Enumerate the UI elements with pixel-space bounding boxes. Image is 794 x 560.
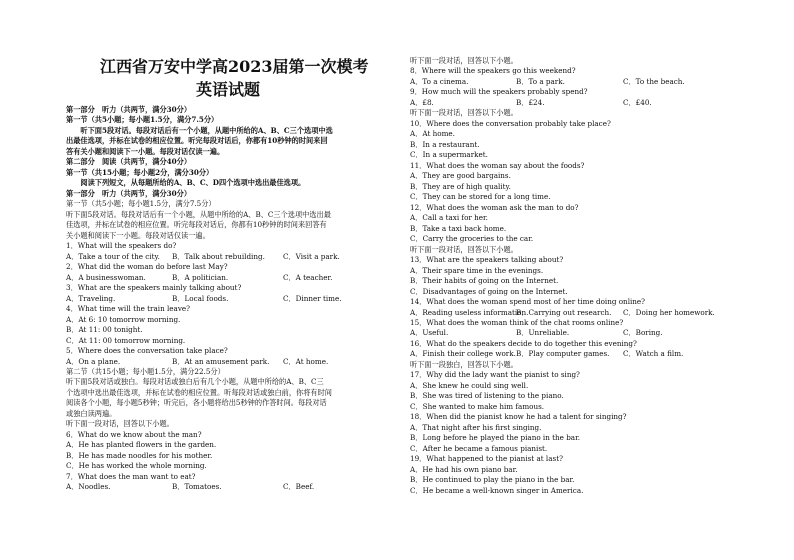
text-line: B．She was tired of listening to the piano. — [410, 391, 564, 401]
text-line: 听下面一段对话，回答以下小题。 — [410, 56, 518, 65]
text-line: A．Their spare time in the evenings. — [410, 265, 544, 275]
text-line: C．At 11: 00 tomorrow morning. — [66, 335, 186, 345]
text-line: 9．How much will the speakers probably spend? — [410, 87, 588, 97]
text-line: C．After he became a famous pianist. — [410, 443, 548, 453]
answer-option: C．To the beach. — [623, 76, 685, 86]
text-line: B．They are of high quality. — [410, 181, 511, 191]
text-line: B．He has made noodles for his mother. — [66, 450, 213, 460]
answer-option: C．Dinner time. — [283, 293, 342, 303]
answer-option: C．Doing her homework. — [623, 307, 715, 317]
text-line: 第二节（共15小题；每小题1.5分，满分22.5分） — [66, 367, 225, 376]
answer-option: B．Carrying out research. — [516, 307, 612, 317]
text-line: 18．When did the pianist know he had a talent for singing? — [410, 412, 627, 422]
text-line: 16．What do the speakers decide to do together this evening? — [410, 338, 637, 348]
text-line: 关小题和阅读下一小题。每段对话仅读一遍。 — [66, 230, 210, 240]
text-line: 6．What do we know about the man? — [66, 429, 202, 439]
text-line: B．Long before he played the piano in the bar. — [410, 433, 581, 443]
text-line: 或独白读两遍。 — [66, 408, 117, 418]
answer-option: C．Visit a park. — [283, 251, 340, 261]
answer-option: B．Unreliable. — [516, 328, 570, 338]
answer-option: A．Reading useless information. — [410, 307, 529, 317]
text-line: C．He has worked the whole morning. — [66, 461, 207, 471]
section-heading: 答有关小题和阅读下一小题。每段对话仅读一遍。 — [66, 146, 225, 156]
answer-option: A．A businesswoman. — [66, 272, 146, 282]
section-heading: 出最佳选项，并标在试卷的相应位置。听完每段对话后，你都有10秒钟的时间来回 — [66, 136, 328, 146]
answer-option: B．Tomatoes. — [172, 482, 222, 492]
text-line: C．Disadvantages of going on the Internet. — [410, 286, 568, 296]
text-line: 听下面一段对话，回答以下小题。 — [410, 244, 518, 254]
section-heading: 第二部分 阅读（共两节，满分40分） — [66, 157, 192, 167]
text-line: A．That night after his first singing. — [410, 422, 542, 432]
text-line: A．He had his own piano bar. — [410, 464, 518, 474]
text-line: 佳选项，并标在试卷的相应位置。听完每段对话后，你都有10秒钟的时间来回答有 — [66, 220, 327, 230]
answer-option: B．Talk about rebuilding. — [172, 251, 265, 261]
text-line: 12．What does the woman ask the man to do? — [410, 202, 579, 212]
text-line: 个选项中选出最佳选项，并标在试卷的相应位置。听每段对话或独白前，你将有时间 — [66, 387, 332, 397]
text-line: A．At home. — [410, 129, 455, 139]
text-line: 听下面一段对话，回答以下小题。 — [66, 419, 174, 429]
text-line: 2．What did the woman do before last May? — [66, 262, 228, 272]
answer-option: C．At home. — [283, 356, 329, 366]
text-line: A．Call a taxi for her. — [410, 213, 488, 223]
answer-option: A．Finish their college work. — [410, 349, 516, 359]
text-line: 阅读各个小题，每小题5秒钟；听完后，各小题将给出5秒钟的作答时间。每段对话 — [66, 398, 327, 408]
answer-option: B．£24. — [516, 97, 545, 107]
text-line: B．Their habits of going on the Internet. — [410, 276, 559, 286]
answer-option: B．A politician. — [172, 272, 229, 282]
text-line: 8．Where will the speakers go this weekend? — [410, 66, 576, 76]
text-line: C．He became a well-known singer in America. — [410, 485, 584, 495]
text-line: A．He has planted flowers in the garden. — [66, 440, 217, 450]
text-line: 15．What does the woman think of the chat rooms online? — [410, 318, 624, 327]
text-line: 11．What does the woman say about the foods? — [410, 160, 585, 170]
section-heading: 第一节（共15小题；每小题2分，满分30分） — [66, 167, 214, 177]
answer-option: A．£8. — [410, 97, 434, 107]
text-line: C．Carry the groceries to the car. — [410, 234, 534, 244]
answer-option: B．To a park. — [516, 76, 565, 86]
answer-option: B．Local foods. — [172, 293, 229, 303]
text-line: C．In a supermarket. — [410, 150, 488, 160]
exam-subtitle: 英语试题 — [196, 80, 261, 99]
text-line: B．Take a taxi back home. — [410, 223, 507, 233]
text-line: A．At 6: 10 tomorrow morning. — [66, 314, 181, 324]
text-line: 第一节（共5小题；每小题1.5分，满分7.5分） — [66, 199, 216, 209]
text-line: 10．Where does the conversation probably take place? — [410, 118, 611, 128]
text-line: 3．What are the speakers mainly talking about? — [66, 283, 242, 293]
section-heading: 第一节（共5小题；每小题1.5分，满分7.5分） — [66, 115, 219, 125]
answer-option: A．Noodles. — [66, 482, 111, 492]
text-line: 4．What time will the train leave? — [66, 304, 190, 314]
answer-option: C．A teacher. — [283, 272, 333, 282]
text-line: B．He continued to play the piano in the bar. — [410, 475, 575, 485]
answer-option: C．Boring. — [623, 328, 663, 338]
text-line: 7．What does the man want to eat? — [66, 471, 196, 481]
section-heading: 第一部分 听力（共两节，满分30分） — [66, 188, 192, 198]
text-line: 13．What are the speakers talking about? — [410, 255, 564, 265]
text-line: A．They are good bargains. — [410, 171, 511, 181]
text-line: A．She knew he could sing well. — [410, 380, 529, 390]
text-line: 听下面一段对话，回答以下小题。 — [410, 108, 518, 118]
section-heading: 阅读下列短文，从每题所给的A、B、C、D四个选项中选出最佳选项。 — [66, 178, 306, 188]
text-line: 听下面一段独白，回答以下小题。 — [410, 359, 518, 369]
answer-option: A．Take a tour of the city. — [66, 251, 160, 261]
answer-option: A．To a cinema. — [410, 76, 469, 86]
answer-option: C．£40. — [623, 97, 652, 107]
section-heading: 第一部分 听力（共两节，满分30分） — [66, 105, 192, 114]
text-line: 14．What does the woman spend most of her time doing online? — [410, 297, 646, 307]
answer-option: A．Traveling. — [66, 293, 116, 303]
text-line: 1．What will the speakers do? — [66, 241, 177, 251]
text-line: 17．Why did the lady want the pianist to sing? — [410, 370, 580, 380]
text-line: C．They can be stored for a long time. — [410, 192, 551, 202]
text-line: 5．Where does the conversation take place? — [66, 346, 228, 356]
answer-option: C．Watch a film. — [623, 349, 684, 359]
answer-option: B．Play computer games. — [516, 349, 610, 359]
text-line: C．She wanted to make him famous. — [410, 401, 545, 411]
answer-option: A．On a plane. — [66, 356, 121, 366]
text-line: 听下面5段对话。每段对话后有一个小题，从题中所给的A、B、C三个选项中选出最 — [66, 209, 331, 219]
answer-option: C．Beef. — [283, 482, 315, 492]
section-heading: 听下面5段对话。每段对话后有一个小题，从题中所给的A、B、C三个选项中选 — [66, 125, 333, 135]
text-line: B．At 11: 00 tonight. — [66, 325, 143, 335]
exam-title: 江西省万安中学高2023届第一次模考 — [100, 57, 369, 76]
answer-option: B．At an amusement park. — [172, 356, 270, 366]
text-line: 19．What happened to the pianist at last? — [410, 454, 563, 464]
text-line: B．In a restaurant. — [410, 139, 480, 149]
text-line: 听下面5段对话或独白。每段对话或独白后有几个小题，从题中所给的A、B、C三 — [66, 377, 324, 387]
answer-option: A．Useful. — [410, 328, 449, 338]
